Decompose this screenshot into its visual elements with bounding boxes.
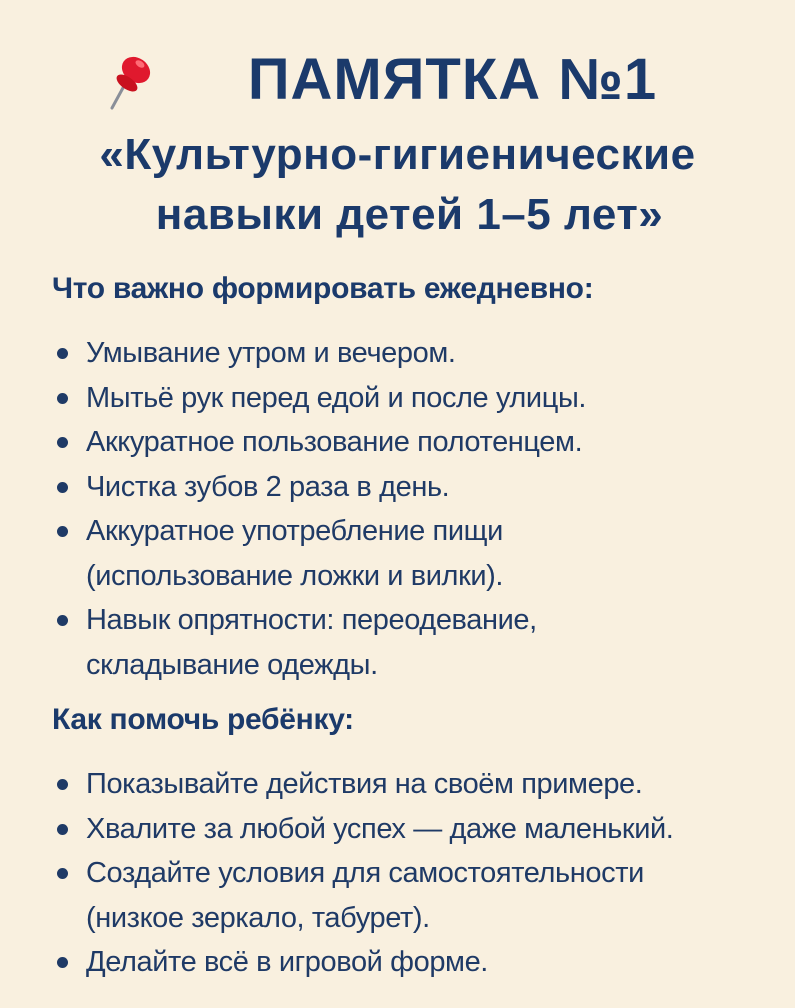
list-item-text: Аккуратное употребление пищи xyxy=(86,515,503,547)
list-item xyxy=(52,851,772,940)
subtitle-line-2: навыки детей 1–5 лет» xyxy=(155,190,664,239)
help-list xyxy=(52,762,772,985)
list-item-text: Аккуратное пользование полотенцем. xyxy=(86,426,583,458)
list-item xyxy=(52,807,772,852)
list-item xyxy=(52,598,772,687)
list-item-text-continued: складывание одежды. xyxy=(86,648,378,681)
list-item xyxy=(52,420,772,465)
bullet-icon xyxy=(57,957,68,968)
list-item xyxy=(52,376,772,421)
subtitle-line-1: «Культурно-гигиенические xyxy=(99,130,696,179)
bullet-icon xyxy=(57,615,68,626)
list-item xyxy=(52,940,772,985)
list-item-text: Создайте условия для самостоятельности xyxy=(86,857,644,889)
bullet-icon xyxy=(57,348,68,359)
list-item-text-continued: (использование ложки и вилки). xyxy=(86,559,504,592)
list-item xyxy=(52,331,772,376)
section-heading-daily: Что важно формировать ежедневно: xyxy=(52,272,594,305)
bullet-icon xyxy=(57,779,68,790)
page-title xyxy=(0,46,795,113)
list-item xyxy=(52,762,772,807)
list-item-text: Хвалите за любой успех — даже маленький. xyxy=(86,812,674,845)
list-item-text: Мытьё рук перед едой и после улицы. xyxy=(86,381,587,414)
list-item-text: Умывание утром и вечером. xyxy=(86,337,456,369)
list-item-text: Показывайте действия на своём примере. xyxy=(86,768,643,800)
bullet-icon xyxy=(57,482,68,493)
bullet-icon xyxy=(57,868,68,879)
bullet-icon xyxy=(57,437,68,448)
list-item-text: Чистка зубов 2 раза в день. xyxy=(86,470,450,503)
list-item xyxy=(52,465,772,510)
daily-list xyxy=(52,331,772,687)
list-item-text-continued: (низкое зеркало, табурет). xyxy=(86,901,430,934)
section-heading-help: Как помочь ребёнку: xyxy=(52,703,354,736)
bullet-icon xyxy=(57,393,68,404)
bullet-icon xyxy=(57,526,68,537)
list-item xyxy=(52,509,772,598)
title-text: ПАМЯТКА №1 xyxy=(247,47,658,112)
list-item-text: Навык опрятности: переодевание, xyxy=(86,604,537,636)
bullet-icon xyxy=(57,824,68,835)
list-item-text: Делайте всё в игровой форме. xyxy=(86,946,488,978)
